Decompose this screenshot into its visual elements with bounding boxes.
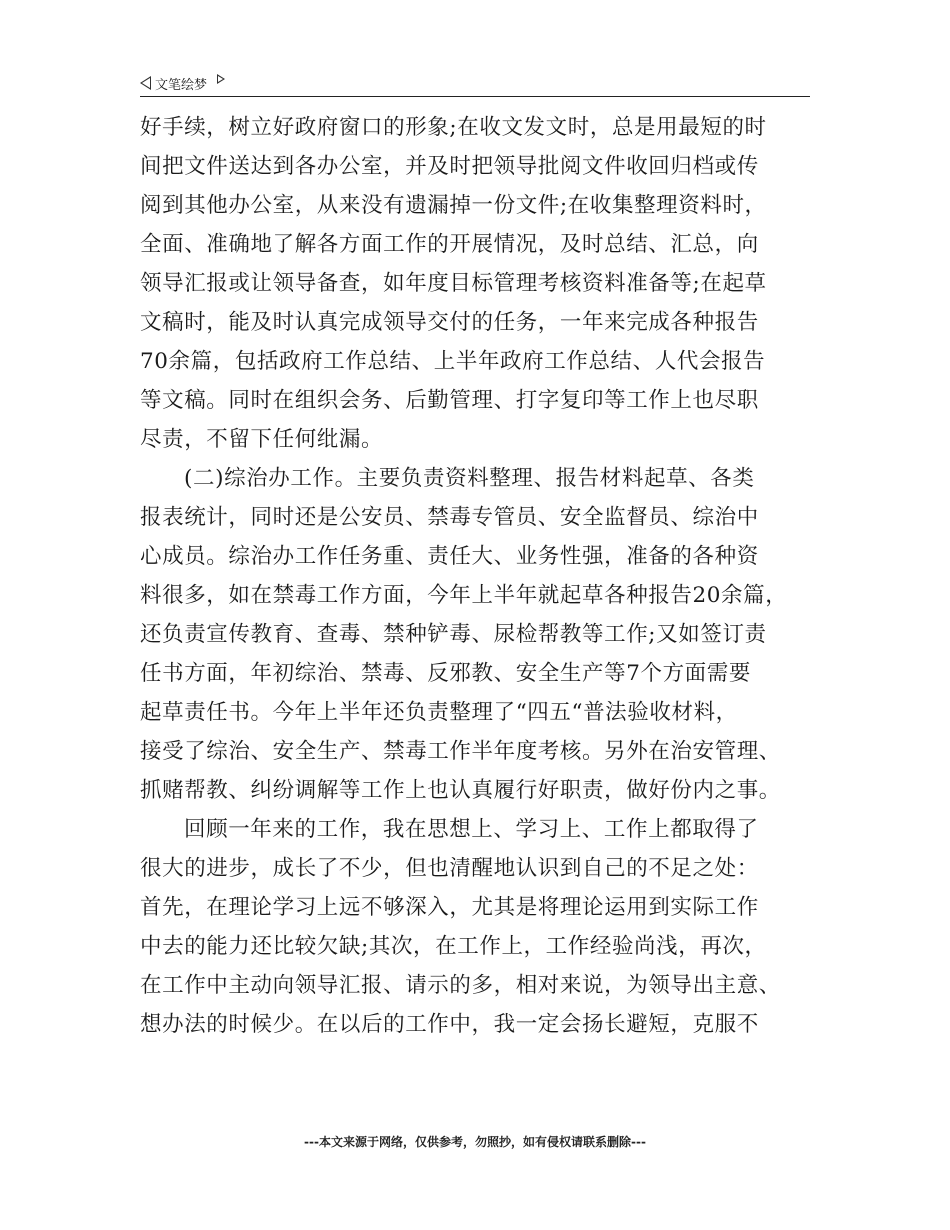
- text-line: 领导汇报或让领导备查，如年度目标管理考核资料准备等;在起草: [140, 271, 767, 296]
- text-line: 很大的进步，成长了不少，但也清醒地认识到自己的不足之处：: [140, 856, 759, 881]
- text-line: 想办法的时候少。在以后的工作中，我一定会扬长避短，克服不: [140, 1012, 759, 1037]
- text-line: 间把文件送达到各办公室，并及时把领导批阅文件收回归档或传: [140, 154, 759, 179]
- footer-disclaimer: ---本文来源于网络，仅供参考，勿照抄，如有侵权请联系删除---: [304, 1135, 646, 1149]
- text-line: 70余篇，包括政府工作总结、上半年政府工作总结、人代会报告: [140, 349, 766, 374]
- text-line: 文稿时，能及时认真完成领导交付的任务，一年来完成各种报告: [140, 310, 759, 335]
- text-line: 阅到其他办公室，从来没有遗漏掉一份文件;在收集整理资料时，: [140, 193, 767, 218]
- text-line: 在工作中主动向领导汇报、请示的多，相对来说，为领导出主意、: [140, 973, 781, 998]
- text-line: 报表统计，同时还是公安员、禁毒专管员、安全监督员、综治中: [140, 505, 759, 530]
- header-title: 文笔绘梦: [155, 77, 208, 93]
- text-line: 首先，在理论学习上远不够深入，尤其是将理论运用到实际工作: [140, 895, 759, 920]
- text-line: 接受了综治、安全生产、禁毒工作半年度考核。另外在治安管理、: [140, 739, 781, 764]
- right-triangle-icon: [217, 74, 225, 84]
- text-line: 还负责宣传教育、查毒、禁种铲毒、尿检帮教等工作;又如签订责: [140, 622, 767, 647]
- text-line: 料很多，如在禁毒工作方面，今年上半年就起草各种报告20余篇，: [140, 583, 788, 608]
- text-line: (二)综治办工作。主要负责资料整理、报告材料起草、各类: [184, 466, 755, 491]
- text-line: 尽责，不留下任何纰漏。: [140, 427, 384, 452]
- text-line: 任书方面，年初综治、禁毒、反邪教、安全生产等7个方面需要: [140, 661, 751, 686]
- left-triangle-icon: [140, 76, 151, 90]
- text-line: 抓赌帮教、纠纷调解等工作上也认真履行好职责，做好份内之事。: [140, 778, 781, 803]
- text-line: 心成员。综治办工作任务重、责任大、业务性强，准备的各种资: [140, 544, 759, 569]
- page-header: [140, 70, 810, 97]
- text-line: 起草责任书。今年上半年还负责整理了“四五“普法验收材料，: [140, 700, 738, 725]
- text-line: 中去的能力还比较欠缺;其次，在工作上，工作经验尚浅，再次，: [140, 934, 767, 959]
- text-line: 全面、准确地了解各方面工作的开展情况，及时总结、汇总，向: [140, 232, 759, 257]
- text-line: 回顾一年来的工作，我在思想上、学习上、工作上都取得了: [184, 817, 759, 842]
- text-line: 好手续，树立好政府窗口的形象;在收文发文时，总是用最短的时: [140, 115, 767, 140]
- text-line: 等文稿。同时在组织会务、后勤管理、打字复印等工作上也尽职: [140, 388, 759, 413]
- document-body: [140, 108, 812, 1044]
